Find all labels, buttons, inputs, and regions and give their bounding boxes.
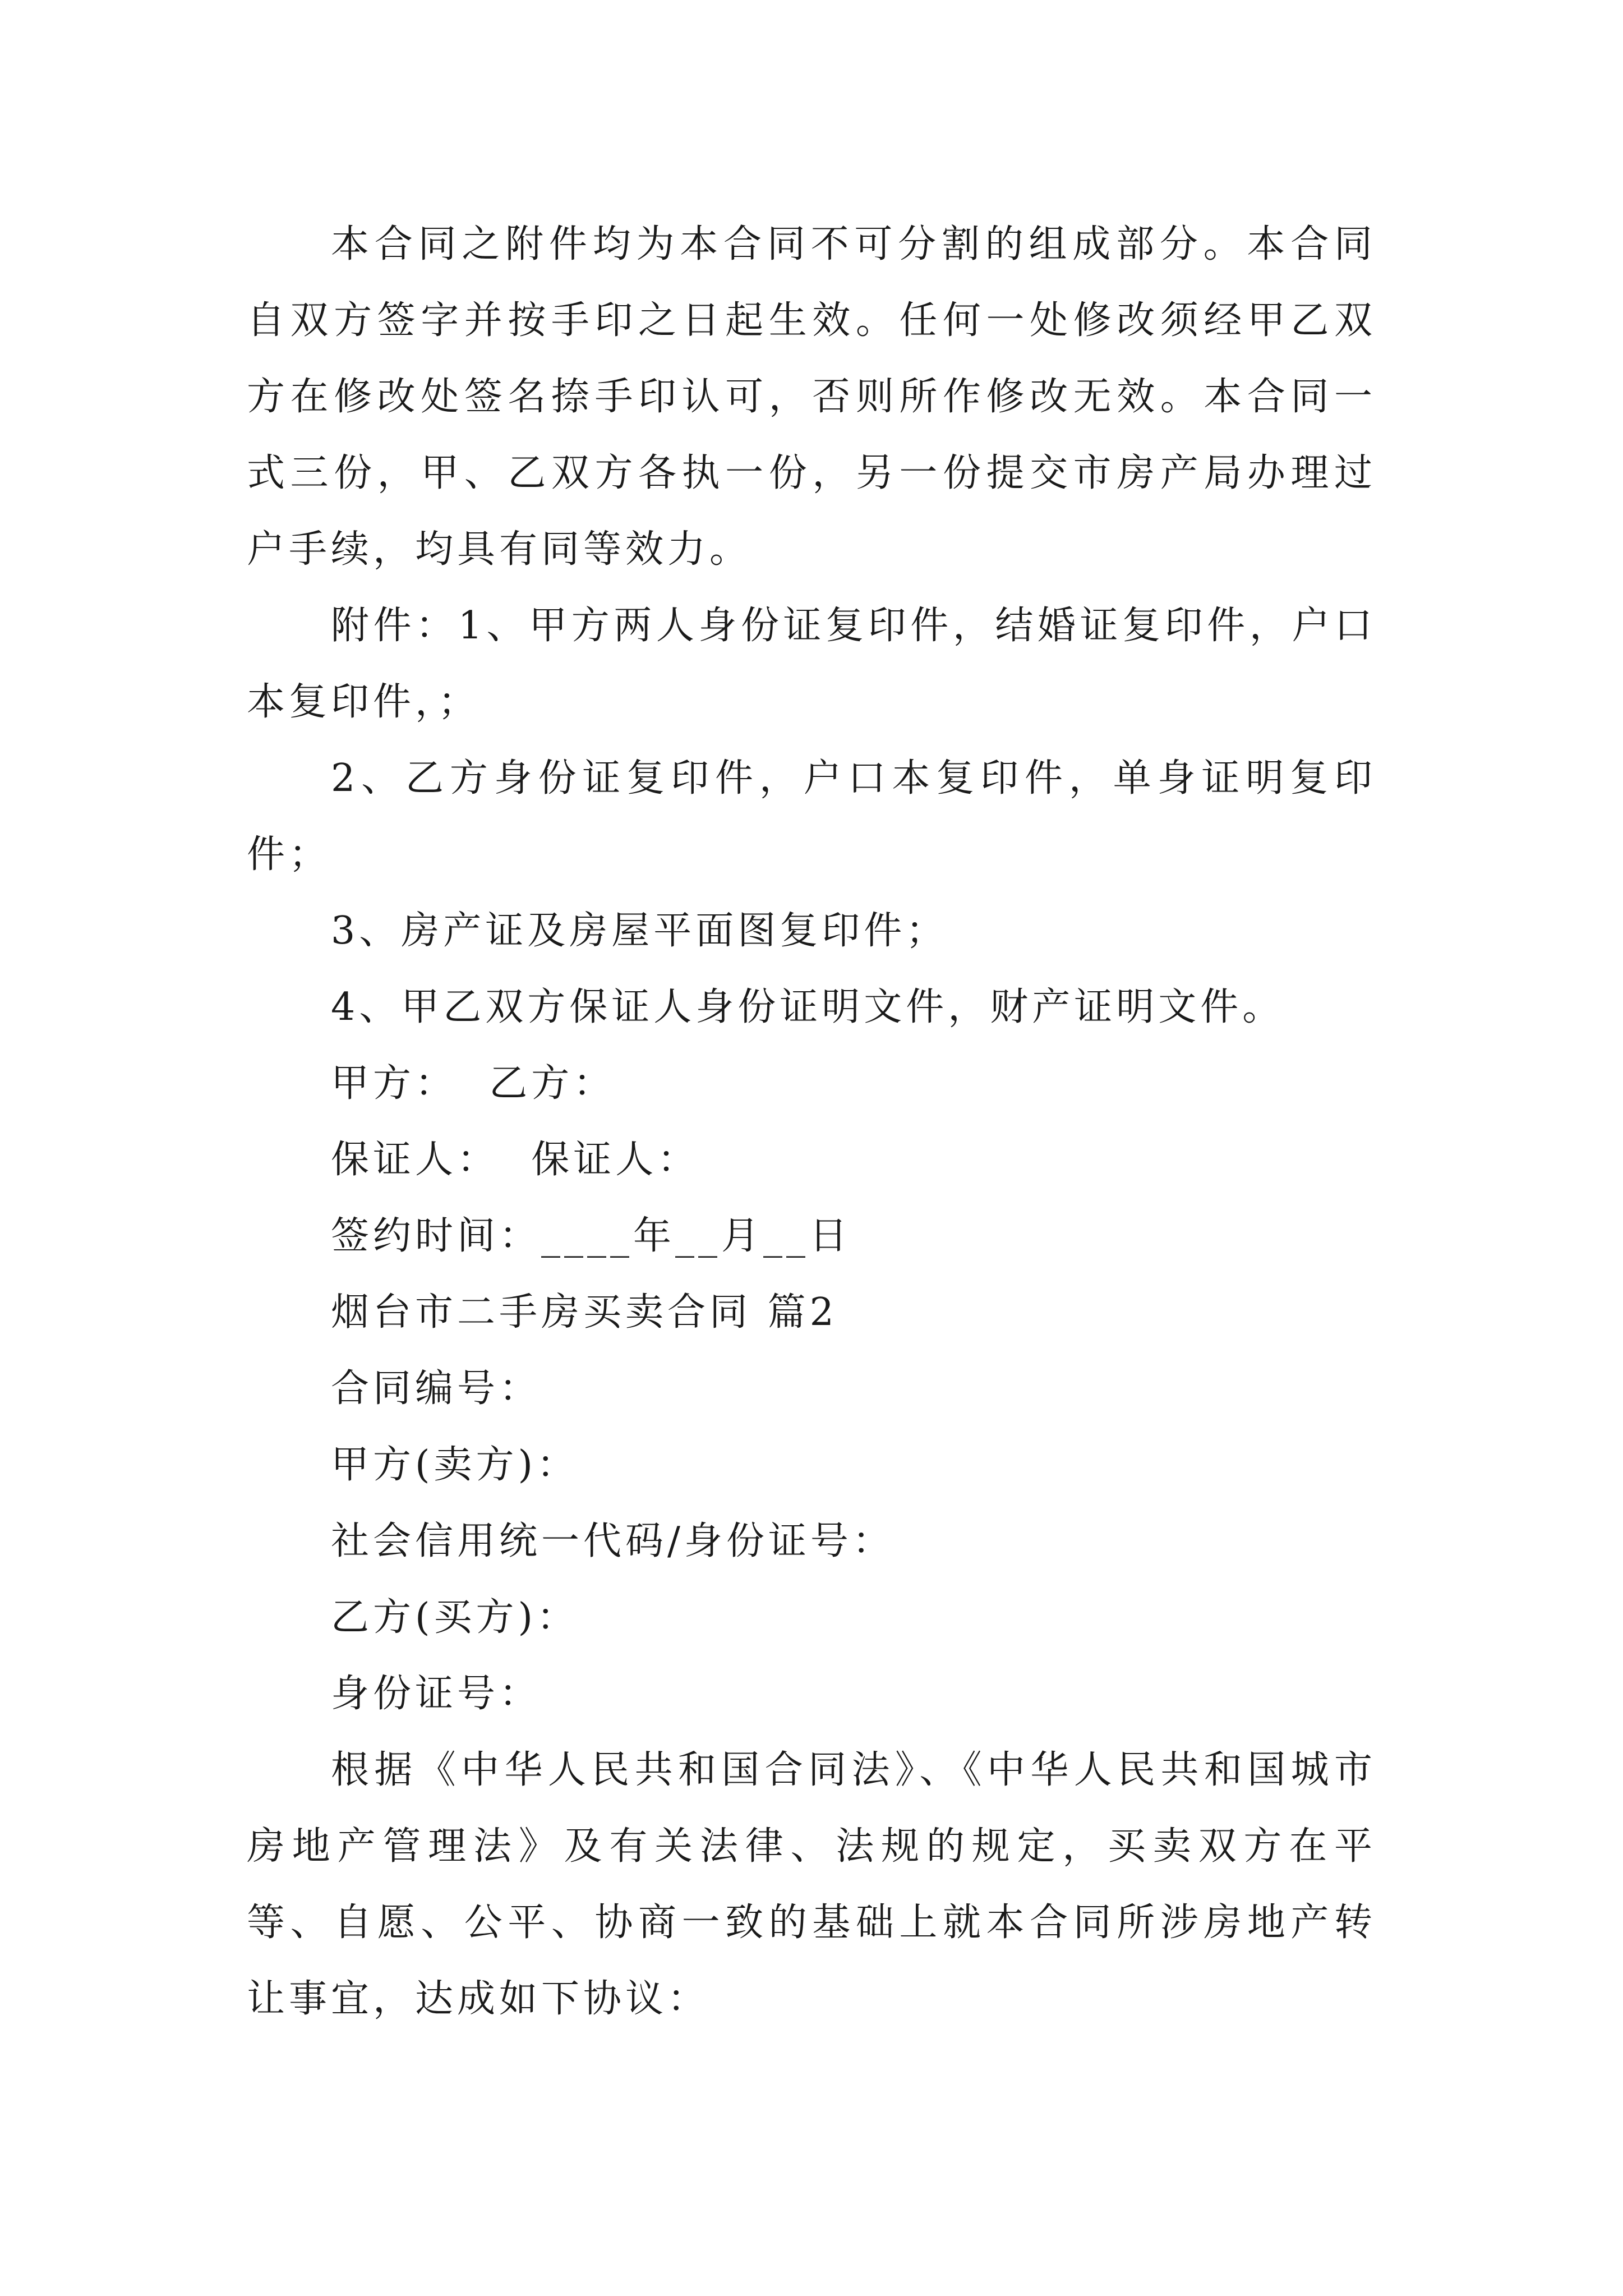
attachment-item-4: 4、甲乙双方保证人身份证明文件，财产证明文件。 — [331, 985, 1285, 1029]
attachment-item-1: 附件：1、甲方两人身份证复印件，结婚证复印件，户口本复印件，； — [247, 604, 1376, 724]
guarantor-signature-line: 保证人： 保证人： — [331, 1138, 700, 1182]
credit-code-field: 社会信用统一代码/身份证号： — [331, 1519, 895, 1563]
party-signature-line: 甲方： 乙方： — [331, 1061, 616, 1106]
id-number-field: 身份证号： — [331, 1672, 542, 1716]
attachment-item-2: 2、乙方身份证复印件，户口本复印件，单身证明复印件； — [247, 756, 1376, 877]
attachment-item-3: 3、房产证及房屋平面图复印件； — [331, 909, 948, 953]
party-b-field: 乙方(买方)： — [331, 1595, 579, 1640]
party-a-field: 甲方(卖方)： — [331, 1443, 579, 1487]
preamble-paragraph: 根据《中华人民共和国合同法》、《中华人民共和国城市房地产管理法》及有关法律、法规的规定，买卖双方在平等、自愿、公平、协商一致的基础上就本合同所涉房地产转让事宜，达成如下协议： — [247, 1748, 1376, 2021]
document-body — [247, 206, 1376, 2037]
contract-number-field: 合同编号： — [331, 1366, 542, 1411]
section-title: 烟台市二手房买卖合同 篇2 — [331, 1290, 838, 1335]
effect-clause-paragraph: 本合同之附件均为本合同不可分割的组成部分。本合同自双方签字并按手印之日起生效。任何一处修改须经甲乙双方在修改处签名捺手印认可，否则所作修改无效。本合同一式三份，甲、乙双方各执一份，另一份提交市房产局办理过户手续，均具有同等效力。 — [247, 222, 1376, 572]
signing-date-line: 签约时间：____年__月__日 — [331, 1214, 852, 1258]
